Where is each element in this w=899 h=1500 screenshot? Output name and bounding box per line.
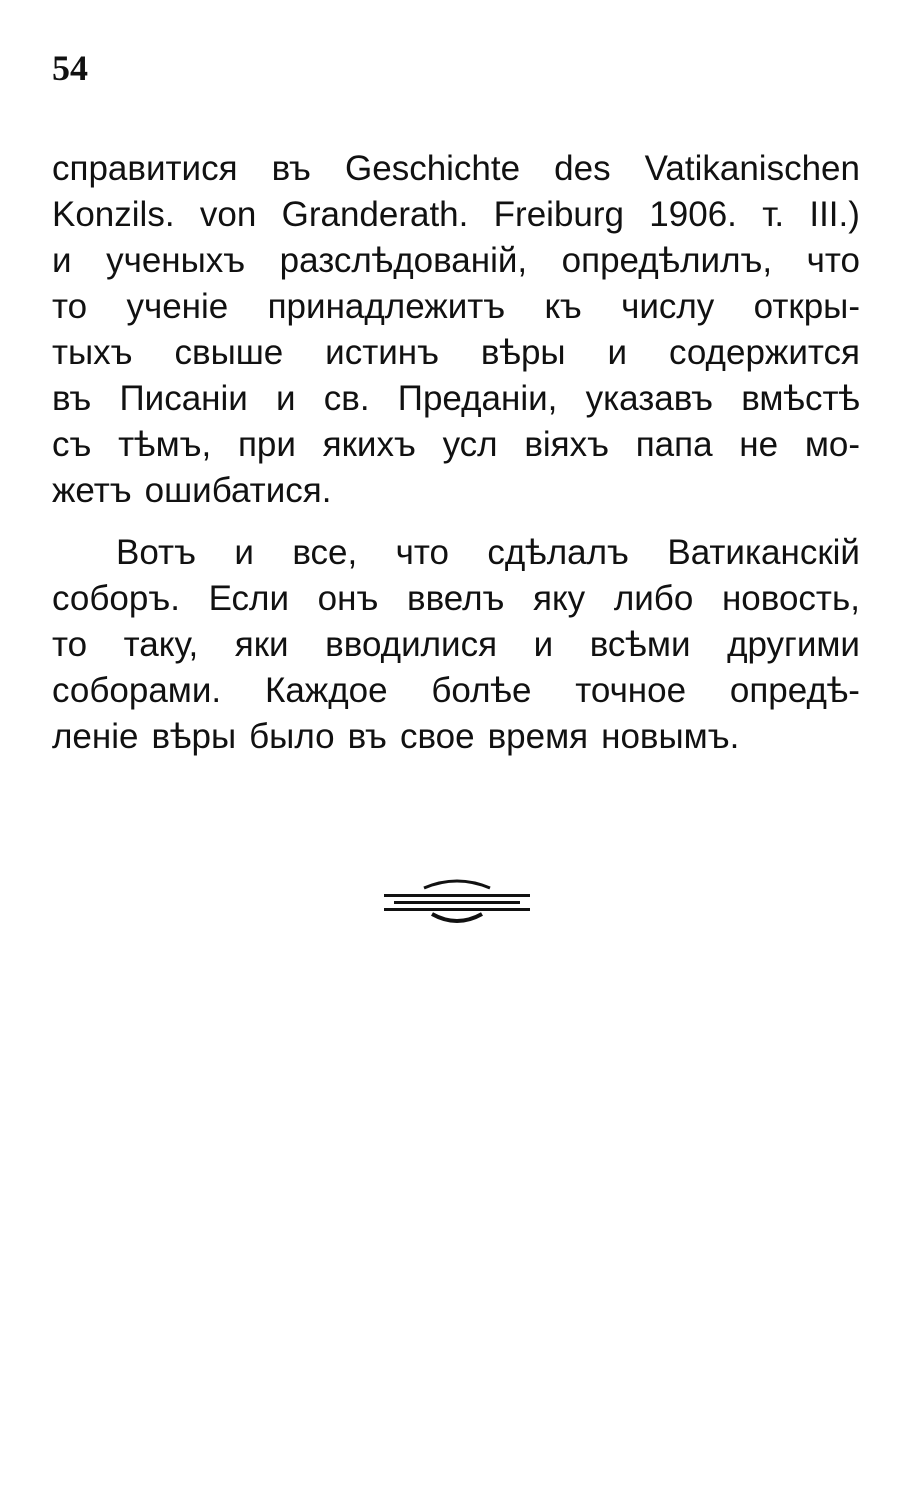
word: въ bbox=[347, 717, 387, 756]
word: новость, bbox=[721, 579, 860, 618]
word: свое bbox=[399, 717, 475, 756]
word: при bbox=[237, 425, 296, 464]
word: либо bbox=[613, 579, 694, 618]
text-line bbox=[52, 668, 860, 714]
text-line bbox=[52, 376, 860, 422]
text-line bbox=[52, 146, 860, 192]
word: III.) bbox=[809, 195, 860, 234]
word: всѣми bbox=[589, 625, 691, 664]
word: усл bbox=[442, 425, 498, 464]
word: тѣмъ, bbox=[118, 425, 212, 464]
word: болѣе bbox=[431, 671, 532, 710]
ornament-divider-icon bbox=[380, 868, 534, 932]
word: и bbox=[533, 625, 554, 664]
word: откры- bbox=[753, 287, 860, 326]
word: ввелъ bbox=[406, 579, 505, 618]
word: яку bbox=[533, 579, 586, 618]
word: истинъ bbox=[325, 333, 440, 372]
word: тыхъ bbox=[52, 333, 133, 372]
word: Преданіи, bbox=[397, 379, 558, 418]
word: было bbox=[249, 717, 335, 756]
word: віяхъ bbox=[524, 425, 610, 464]
word: 1906. bbox=[649, 195, 737, 234]
word: точное bbox=[575, 671, 687, 710]
word: принадлежитъ bbox=[267, 287, 506, 326]
word: Каждое bbox=[264, 671, 388, 710]
page-number: 54 bbox=[52, 48, 88, 88]
word: въ bbox=[52, 379, 92, 418]
word: и bbox=[234, 533, 254, 572]
word: Если bbox=[208, 579, 290, 618]
word: другими bbox=[727, 625, 860, 664]
text-line bbox=[52, 192, 860, 238]
word: опредѣ- bbox=[729, 671, 860, 710]
word: Вотъ bbox=[116, 533, 196, 572]
text-line bbox=[52, 238, 860, 284]
word: онъ bbox=[317, 579, 379, 618]
text-line bbox=[52, 622, 860, 668]
word: соборами. bbox=[52, 671, 222, 710]
word: жетъ bbox=[52, 471, 132, 510]
text-line bbox=[52, 576, 860, 622]
word: вмѣстѣ bbox=[741, 379, 860, 418]
word: сдѣлалъ bbox=[487, 533, 629, 572]
word: и bbox=[607, 333, 628, 372]
word: ошибатися. bbox=[144, 471, 332, 510]
word: Freiburg bbox=[493, 195, 624, 234]
word: свыше bbox=[174, 333, 284, 372]
text-line bbox=[52, 714, 860, 760]
word: содержится bbox=[668, 333, 860, 372]
word: указавъ bbox=[585, 379, 714, 418]
word: разслѣдованій, bbox=[279, 241, 528, 280]
body-text bbox=[52, 146, 860, 760]
word: и bbox=[52, 241, 72, 280]
word: von bbox=[199, 195, 257, 234]
text-line bbox=[52, 330, 860, 376]
word: опредѣлилъ, bbox=[561, 241, 773, 280]
word: что bbox=[806, 241, 860, 280]
text-line bbox=[52, 468, 860, 514]
text-line bbox=[52, 422, 860, 468]
word: къ bbox=[544, 287, 582, 326]
word: время bbox=[487, 717, 589, 756]
word: Писаніи bbox=[119, 379, 248, 418]
word: соборъ. bbox=[52, 579, 180, 618]
word: въ bbox=[271, 149, 311, 188]
word: мо- bbox=[804, 425, 860, 464]
word: яки bbox=[234, 625, 289, 664]
paragraph bbox=[52, 146, 860, 514]
word: числу bbox=[621, 287, 715, 326]
word: вѣры bbox=[480, 333, 566, 372]
word: папа bbox=[635, 425, 713, 464]
word: не bbox=[739, 425, 779, 464]
word: вводилися bbox=[325, 625, 498, 664]
word: Geschichte bbox=[345, 149, 521, 188]
word: des bbox=[554, 149, 611, 188]
word: съ bbox=[52, 425, 92, 464]
word: ученыхъ bbox=[106, 241, 246, 280]
word: то bbox=[52, 625, 88, 664]
word: вѣры bbox=[151, 717, 237, 756]
word: что bbox=[395, 533, 449, 572]
word: все, bbox=[292, 533, 358, 572]
word: Ватиканскій bbox=[667, 533, 860, 572]
word: св. bbox=[323, 379, 370, 418]
paragraph bbox=[52, 530, 860, 760]
word: Konzils. bbox=[52, 195, 175, 234]
text-line bbox=[52, 284, 860, 330]
word: леніе bbox=[52, 717, 139, 756]
word: и bbox=[276, 379, 296, 418]
text-line bbox=[52, 530, 860, 576]
word: Granderath. bbox=[281, 195, 469, 234]
word: справитися bbox=[52, 149, 238, 188]
word: якихъ bbox=[322, 425, 416, 464]
word: новымъ. bbox=[601, 717, 740, 756]
word: ученіе bbox=[126, 287, 229, 326]
word: т. bbox=[762, 195, 785, 234]
word: Vatikanischen bbox=[644, 149, 860, 188]
word: то bbox=[52, 287, 88, 326]
word: таку, bbox=[123, 625, 199, 664]
